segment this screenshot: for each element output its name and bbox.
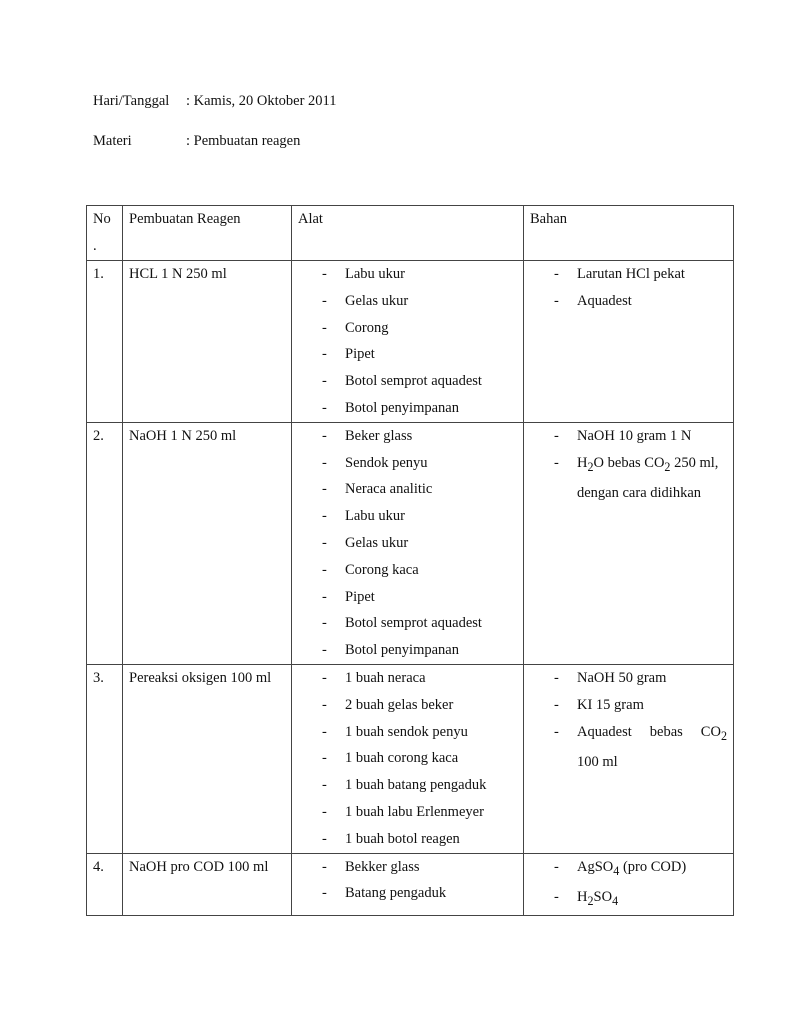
cell-name (123, 422, 292, 664)
dash: - (554, 696, 559, 713)
subscript: 2 (587, 459, 594, 474)
list-item-text: NaOH 10 gram 1 N (577, 427, 692, 444)
formula-part: AgSO (577, 858, 614, 875)
dash: - (554, 669, 559, 686)
dash: - (322, 266, 327, 282)
dash: - (322, 373, 327, 390)
list-item-text: 1 buah neraca (345, 669, 426, 686)
word (701, 719, 727, 750)
cell-bahan (524, 422, 734, 664)
list-item (292, 341, 523, 368)
header-no-text: No (93, 211, 111, 227)
list-item (292, 719, 523, 746)
header-date (93, 93, 337, 110)
formula-part: SO (593, 889, 613, 906)
list-item-text: 100 ml (577, 754, 618, 771)
list-item-text: Labu ukur (345, 508, 405, 525)
reagent-name: NaOH pro COD 100 ml (129, 858, 269, 875)
dash: - (322, 399, 327, 416)
dash: - (322, 427, 327, 444)
list-item (292, 395, 523, 422)
subscript: 4 (612, 894, 619, 909)
list-item-text (577, 719, 733, 750)
list-item-text: Larutan HCl pekat (577, 266, 685, 282)
list-item (292, 799, 523, 826)
header-name (123, 206, 292, 261)
reagent-name: Pereaksi oksigen 100 ml (129, 669, 272, 686)
list-item (292, 745, 523, 772)
table-row (87, 853, 734, 915)
dash: - (322, 669, 327, 686)
header-no-dot: . (93, 237, 97, 254)
table-header-row (87, 206, 734, 261)
cell-no (87, 261, 123, 423)
formula-part: H (577, 454, 588, 471)
list-item (524, 692, 733, 719)
table-row (87, 261, 734, 423)
list-item-text (577, 454, 719, 474)
bahan-list (524, 423, 733, 507)
list-item-text: 1 buah batang pengaduk (345, 777, 487, 794)
list-item-text: dengan cara didihkan (577, 485, 702, 502)
list-item-text: KI 15 gram (577, 696, 644, 713)
word: bebas (649, 723, 683, 740)
list-item-text: 1 buah labu Erlenmeyer (345, 803, 484, 820)
reagent-table (86, 205, 734, 916)
list-item-text: Botol penyimpanan (345, 399, 459, 416)
list-item (292, 368, 523, 395)
materi-value: : Pembuatan reagen (186, 133, 301, 149)
dash: - (554, 292, 559, 309)
cell-bahan (524, 261, 734, 423)
reagent-name: NaOH 1 N 250 ml (129, 427, 237, 444)
row-number: 4. (93, 858, 104, 875)
cell-name (123, 261, 292, 423)
cell-no (87, 853, 123, 915)
table-row (87, 664, 734, 853)
cell-name (123, 664, 292, 853)
cell-bahan (524, 664, 734, 853)
cell-alat (292, 853, 524, 915)
list-item (292, 423, 523, 450)
cell-name (123, 853, 292, 915)
bahan-list (524, 665, 733, 776)
subscript: 4 (613, 863, 620, 878)
list-item-text: 1 buah botol reagen (345, 830, 460, 847)
list-item (292, 826, 523, 853)
list-item (292, 610, 523, 637)
list-item-text: Corong kaca (345, 561, 419, 578)
dash: - (322, 803, 327, 820)
dash: - (322, 588, 327, 605)
alat-list (292, 854, 523, 908)
header-materi (93, 133, 300, 150)
dash: - (322, 615, 327, 632)
list-item-text: Botol semprot aquadest (345, 615, 482, 632)
header-bahan (524, 206, 734, 261)
alat-list (292, 423, 523, 664)
list-item-text: Gelas ukur (345, 292, 409, 309)
list-item (524, 423, 733, 450)
list-item (292, 692, 523, 719)
dash: - (554, 723, 559, 740)
list-item (524, 719, 733, 750)
cell-alat (292, 261, 524, 423)
list-item-continuation (524, 480, 733, 507)
list-item-text: Botol semprot aquadest (345, 373, 482, 390)
list-item-text: 2 buah gelas beker (345, 696, 454, 713)
dash: - (322, 723, 327, 740)
list-item (292, 880, 523, 907)
list-item (292, 557, 523, 584)
table-row (87, 422, 734, 664)
formula-part: H (577, 889, 588, 906)
dash: - (554, 454, 559, 471)
dash: - (322, 319, 327, 336)
list-item (292, 288, 523, 315)
dash: - (322, 346, 327, 363)
list-item (524, 450, 733, 481)
dash: - (322, 858, 327, 875)
alat-list (292, 665, 523, 853)
cell-no (87, 422, 123, 664)
list-item-text: Botol penyimpanan (345, 642, 459, 659)
dash: - (322, 830, 327, 847)
dash: - (322, 561, 327, 578)
list-item (292, 772, 523, 799)
list-item-text: NaOH 50 gram (577, 669, 667, 686)
formula-part: 250 ml, (670, 454, 719, 471)
list-item (292, 261, 523, 288)
materi-label: Materi (93, 133, 132, 149)
date-label: Hari/Tanggal (93, 93, 170, 109)
row-number: 2. (93, 427, 104, 444)
list-item-text (577, 858, 687, 878)
list-item-text: Pipet (345, 588, 375, 605)
bahan-list (524, 854, 733, 915)
header-alat (292, 206, 524, 261)
cell-alat (292, 422, 524, 664)
dash: - (554, 266, 559, 282)
dash: - (322, 292, 327, 309)
list-item (292, 450, 523, 477)
header-name-text: Pembuatan Reagen (129, 211, 241, 227)
list-item (292, 637, 523, 664)
list-item (292, 503, 523, 530)
list-item-text: Labu ukur (345, 266, 405, 282)
list-item-text: Bekker glass (345, 858, 420, 875)
header-bahan-text: Bahan (530, 211, 568, 227)
cell-bahan (524, 853, 734, 915)
dash: - (322, 481, 327, 498)
list-item (524, 288, 733, 315)
alat-list (292, 261, 523, 422)
dash: - (554, 889, 559, 906)
subscript: 2 (587, 894, 594, 909)
cell-no (87, 664, 123, 853)
list-item (524, 665, 733, 692)
list-item-continuation (524, 749, 733, 776)
list-item-text: Sendok penyu (345, 454, 428, 471)
cell-alat (292, 664, 524, 853)
subscript: 2 (664, 459, 671, 474)
list-item (292, 584, 523, 611)
list-item-text: Gelas ukur (345, 534, 409, 551)
dash: - (322, 508, 327, 525)
list-item-text: 1 buah corong kaca (345, 750, 459, 767)
list-item (524, 854, 733, 885)
list-item-text: 1 buah sendok penyu (345, 723, 468, 740)
date-value: : Kamis, 20 Oktober 2011 (186, 93, 337, 109)
list-item (292, 530, 523, 557)
formula-part: CO (700, 723, 721, 740)
list-item-text: Neraca analitic (345, 481, 433, 498)
dash: - (322, 534, 327, 551)
dash: - (322, 454, 327, 471)
row-number: 1. (93, 266, 104, 282)
dash: - (322, 642, 327, 659)
reagent-name: HCL 1 N 250 ml (129, 266, 227, 282)
list-item (292, 854, 523, 881)
bahan-list (524, 261, 733, 315)
formula-part: O bebas CO (593, 454, 665, 471)
list-item (524, 884, 733, 915)
list-item (524, 261, 733, 288)
header-no (87, 206, 123, 261)
dash: - (322, 777, 327, 794)
list-item-text: Aquadest (577, 292, 632, 309)
word: Aquadest (577, 723, 632, 740)
list-item-text (577, 889, 619, 909)
list-item (292, 665, 523, 692)
dash: - (554, 427, 559, 444)
subscript: 2 (720, 728, 727, 743)
list-item (292, 315, 523, 342)
header-alat-text: Alat (298, 211, 323, 227)
dash: - (554, 858, 559, 875)
list-item-text: Pipet (345, 346, 375, 363)
list-item-text: Corong (345, 319, 389, 336)
row-number: 3. (93, 669, 104, 686)
list-item-text: Beker glass (345, 427, 413, 444)
dash: - (322, 750, 327, 767)
dash: - (322, 696, 327, 713)
dash: - (322, 885, 327, 902)
list-item-text: Batang pengaduk (345, 885, 447, 902)
list-item (292, 476, 523, 503)
formula-part: (pro COD) (619, 858, 687, 875)
